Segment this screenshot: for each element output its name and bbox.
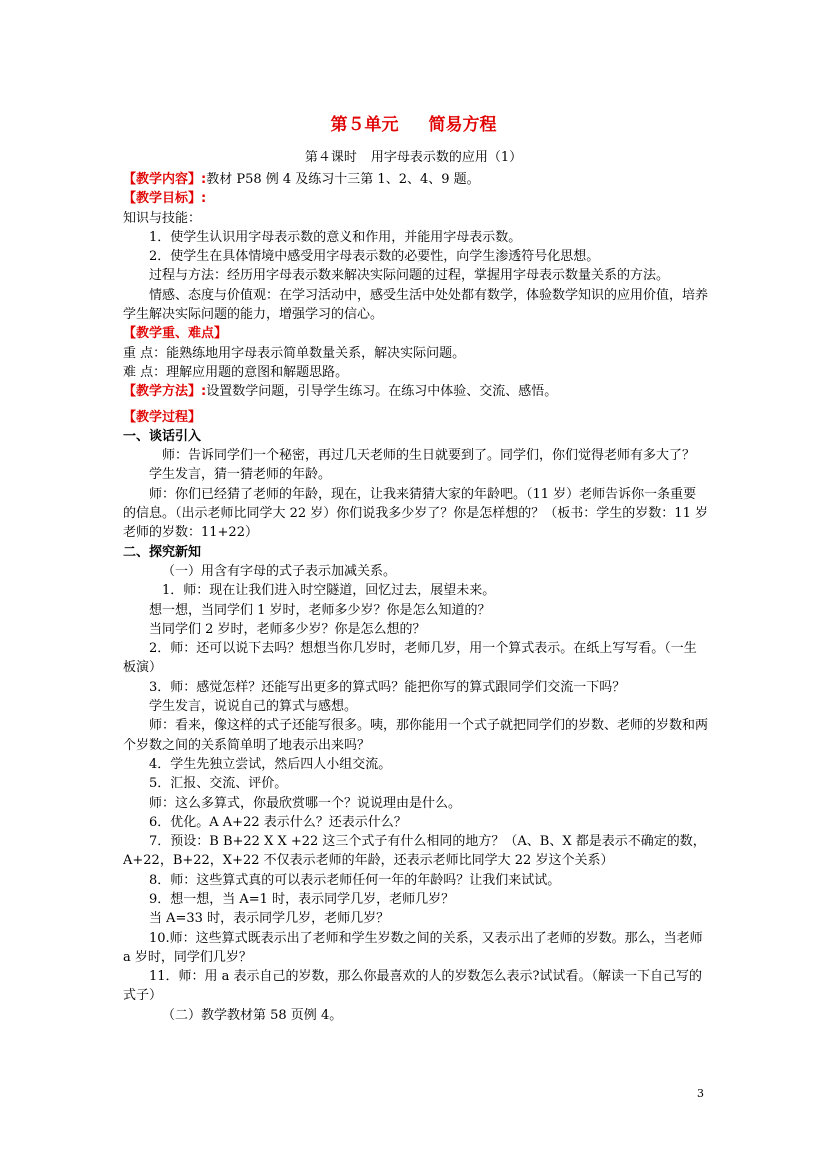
- paragraph: 师：告诉同学们一个秘密，再过几天老师的生日就要到了。同学们，你们觉得老师有多大了？: [162, 448, 696, 464]
- paragraph: 当 A=33 时，表示同学几岁，老师几岁？: [149, 911, 390, 927]
- paragraph: 学生发言，猜一猜老师的年龄。: [149, 467, 332, 483]
- paragraph: （一）用含有字母的式子表示加减关系。: [162, 563, 397, 579]
- page-number: 3: [697, 1087, 704, 1100]
- paragraph: 3．师：感觉怎样？还能写出更多的算式吗？能把你写的算式跟同学们交流一下吗？: [149, 679, 626, 695]
- teaching-content: 【教学内容】:教材 P58 例 4 及练习十三第 1、2、4、9 题。: [123, 172, 480, 187]
- lesson-subtitle: [0, 146, 827, 165]
- section-label: 【教学内容】:: [123, 172, 207, 187]
- paragraph: 4．学生先独立尝试，然后四人小组交流。: [149, 756, 392, 772]
- lesson-number: 第４课时: [304, 150, 357, 165]
- paragraph: 当同学们 2 岁时，老师多少岁？你是怎么想的？: [149, 621, 426, 637]
- paragraph: 1．师：现在让我们进入时空隧道，回忆过去，展望未来。: [162, 583, 496, 599]
- paragraph: 10.师：这些算式既表示出了老师和学生岁数之间的关系，又表示出了老师的岁数。那么，当老师 a 岁时，同学们几岁？: [123, 930, 703, 965]
- paragraph: 2．师：还可以说下去吗？想想当你几岁时，老师几岁，用一个算式表示。在纸上写写看。（一生板演）: [123, 641, 697, 676]
- paragraph: 学生发言，说说自己的算式与感想。: [149, 699, 358, 715]
- section-label: 【教学方法】:: [123, 384, 207, 400]
- paragraph: 过程与方法：经历用字母表示数来解决实际问题的过程，掌握用字母表示数量关系的方法。: [149, 268, 670, 284]
- unit-name: 简易方程: [428, 115, 497, 135]
- section-label: 【教学过程】: [123, 409, 202, 425]
- paragraph: 9．想一想，当 A=1 时，表示同学几岁，老师几岁？: [149, 891, 455, 907]
- lesson-topic: 用字母表示数的应用（1）: [370, 150, 523, 165]
- section-heading: 二、探究新知: [123, 544, 202, 560]
- paragraph: 想一想，当同学们 1 岁时，老师多少岁？你是怎么知道的？: [149, 602, 491, 618]
- paragraph: 5．汇报、交流、评价。: [149, 776, 288, 792]
- paragraph: 师：看来，像这样的式子还能写很多。咦，那你能用一个式子就把同学们的岁数、老师的岁数和两个岁数之间的关系简单明了地表示出来吗？: [123, 718, 709, 753]
- paragraph: 6．优化。A A+22 表示什么？还表示什么？: [149, 814, 407, 830]
- paragraph: 2．使学生在具体情境中感受用字母表示数的必要性，向学生渗透符号化思想。: [149, 249, 600, 265]
- paragraph: 8．师：这些算式真的可以表示老师任何一年的年龄吗？让我们来试试。: [149, 872, 561, 888]
- paragraph: 难 点：理解应用题的意图和解题思路。: [123, 364, 349, 380]
- section-label: 【教学重、难点】: [123, 326, 228, 342]
- paragraph: 7．预设：B B+22 X X +22 这三个式子有什么相同的地方？（A、B、X 都是表示不确定的数，A+22，B+22，X+22 不仅表示老师的年龄，还表示老师比同学大 22 岁这个关系）: [123, 834, 706, 869]
- paragraph: 情感、态度与价值观：在学习活动中，感受生活中处处都有数学，体验数学知识的应用价值，培养学生解决实际问题的能力，增强学习的信心。: [123, 287, 709, 323]
- section-label: 【教学目标】:: [123, 191, 207, 207]
- paragraph: 师：你们已经猜了老师的年龄，现在，让我来猜猜大家的年龄吧。（11 岁）老师告诉你一条重要的信息。（出示老师比同学大 22 岁）你们说我多少岁了？你是怎样想的？（板书：学生的岁数：11 岁 老师的岁数：11+22）: [123, 486, 708, 541]
- document-body: [123, 170, 708, 1025]
- teaching-method: 【教学方法】:设置数学问题，引导学生练习。在练习中体验、交流、感悟。: [123, 384, 558, 400]
- unit-label: 第５单元: [330, 115, 399, 135]
- document-title: [0, 110, 827, 135]
- paragraph: 知识与技能：: [123, 210, 202, 226]
- paragraph: 师：这么多算式，你最欣赏哪一个？说说理由是什么。: [149, 795, 462, 811]
- paragraph: 重 点：能熟练地用字母表示简单数量关系，解决实际问题。: [123, 345, 466, 361]
- paragraph: 11．师：用 a 表示自己的岁数，那么你最喜欢的人的岁数怎么表示?试试看。（解读一下自己写的式子）: [123, 969, 703, 1004]
- paragraph: （二）教学教材第 58 页例 4。: [162, 1007, 343, 1023]
- paragraph: 1．使学生认识用字母表示数的意义和作用，并能用字母表示数。: [149, 229, 522, 245]
- section-heading: 一、谈话引入: [123, 428, 202, 444]
